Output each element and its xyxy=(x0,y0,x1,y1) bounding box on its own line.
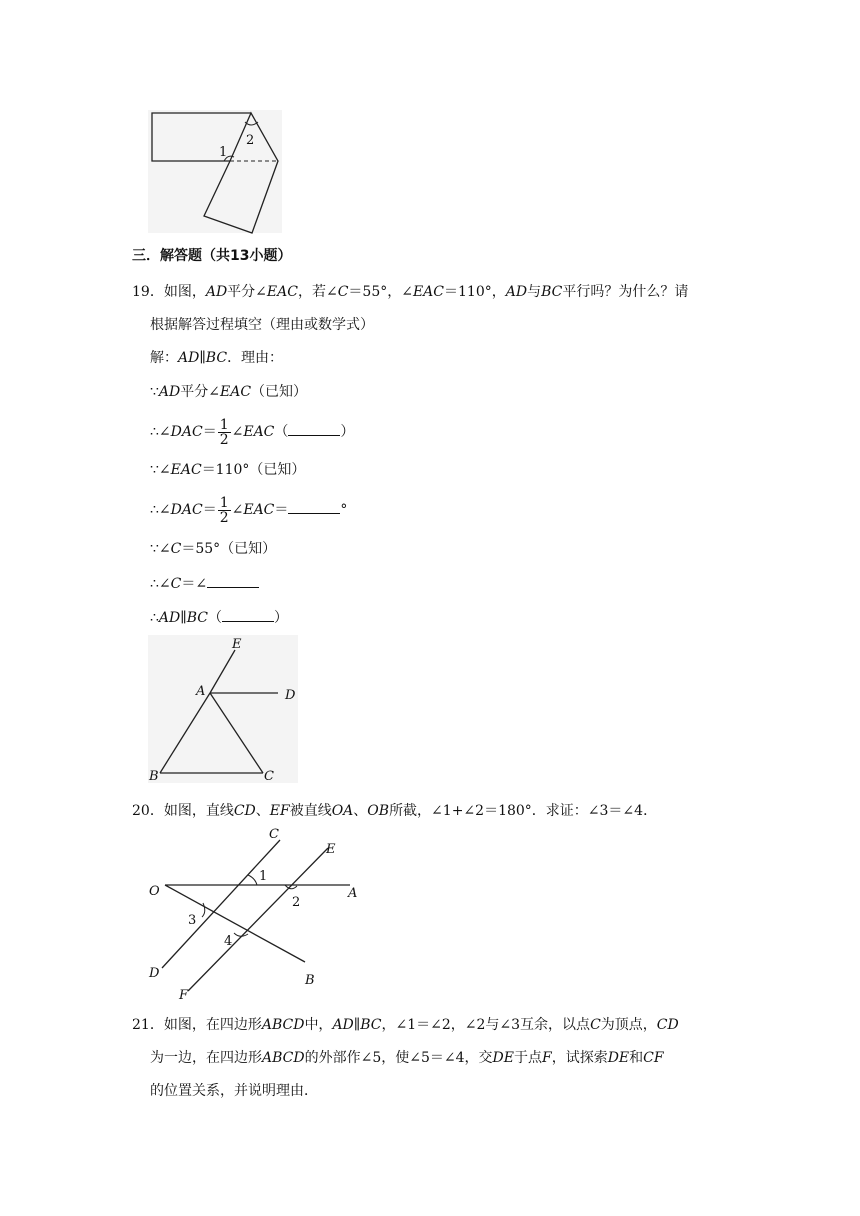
q19-step-3: ∵∠EAC＝110°（已知） xyxy=(150,462,306,478)
answer-blank-1[interactable] xyxy=(288,421,340,436)
q19-stem-line1: 19．如图，AD平分∠EAC，若∠C＝55°，∠EAC＝110°，AD与BC平行吗？为什么？请 xyxy=(132,284,689,300)
angle-2-label: 2 xyxy=(246,133,255,148)
angle-1-label: 1 xyxy=(219,145,228,160)
point-E-label: E xyxy=(232,637,242,652)
fraction-half: $\frac{1}{2}$ xyxy=(219,494,229,526)
line-A-label: A xyxy=(348,886,358,901)
q19-step-2: ∴∠DAC＝ $\frac{1}{2}$ ∠EAC（ ） xyxy=(150,416,355,448)
section-title: 三．解答题（共13小题） xyxy=(132,248,292,264)
q19-step-6: ∴∠C＝∠ xyxy=(150,573,259,594)
q21-line2: 为一边，在四边形ABCD的外部作∠5，使∠5＝∠4，交DE于点F，试探索DE和CF xyxy=(150,1050,664,1066)
q21-line3: 的位置关系，并说明理由． xyxy=(150,1083,318,1099)
answer-blank-2[interactable] xyxy=(288,499,340,514)
answer-blank-3[interactable] xyxy=(207,573,259,588)
line-C-label: C xyxy=(269,827,279,842)
line-F-label: F xyxy=(179,988,189,1003)
q19-step-5: ∵∠C＝55°（已知） xyxy=(150,541,277,557)
q19-step-4: ∴∠DAC＝ $\frac{1}{2}$ ∠EAC＝ ° xyxy=(150,494,348,526)
q19-solution-intro: 解：AD∥BC．理由： xyxy=(150,350,284,366)
line-B-label: B xyxy=(305,973,315,988)
q21-line1: 21．如图，在四边形ABCD中，AD∥BC，∠1＝∠2，∠2与∠3互余，以点C为顶点，CD xyxy=(132,1017,679,1033)
q19-triangle-figure xyxy=(148,635,300,785)
angle-4-label: 4 xyxy=(224,934,233,949)
point-A-label: A xyxy=(196,684,206,699)
angle-3-label: 3 xyxy=(188,913,197,928)
q19-step-1: ∵AD平分∠EAC（已知） xyxy=(150,384,308,400)
point-D-label: D xyxy=(285,688,296,703)
angle-2-label: 2 xyxy=(292,895,301,910)
point-O-label: O xyxy=(149,884,160,899)
fraction-half: $\frac{1}{2}$ xyxy=(219,416,229,448)
q20-lines-figure xyxy=(145,826,365,1004)
answer-blank-4[interactable] xyxy=(222,607,274,622)
point-C-label: C xyxy=(264,769,274,784)
folded-strip-figure xyxy=(148,110,283,235)
q19-step-7: ∴AD∥BC（ ） xyxy=(150,607,288,628)
q19-stem-line2: 根据解答过程填空（理由或数学式） xyxy=(150,317,374,333)
line-E-label: E xyxy=(326,842,336,857)
line-D-label: D xyxy=(149,966,160,981)
q20-stem: 20．如图，直线CD、EF被直线OA、OB所截，∠1+∠2＝180°．求证：∠3＝∠4． xyxy=(132,803,658,819)
angle-1-label: 1 xyxy=(259,869,268,884)
point-B-label: B xyxy=(149,769,159,784)
